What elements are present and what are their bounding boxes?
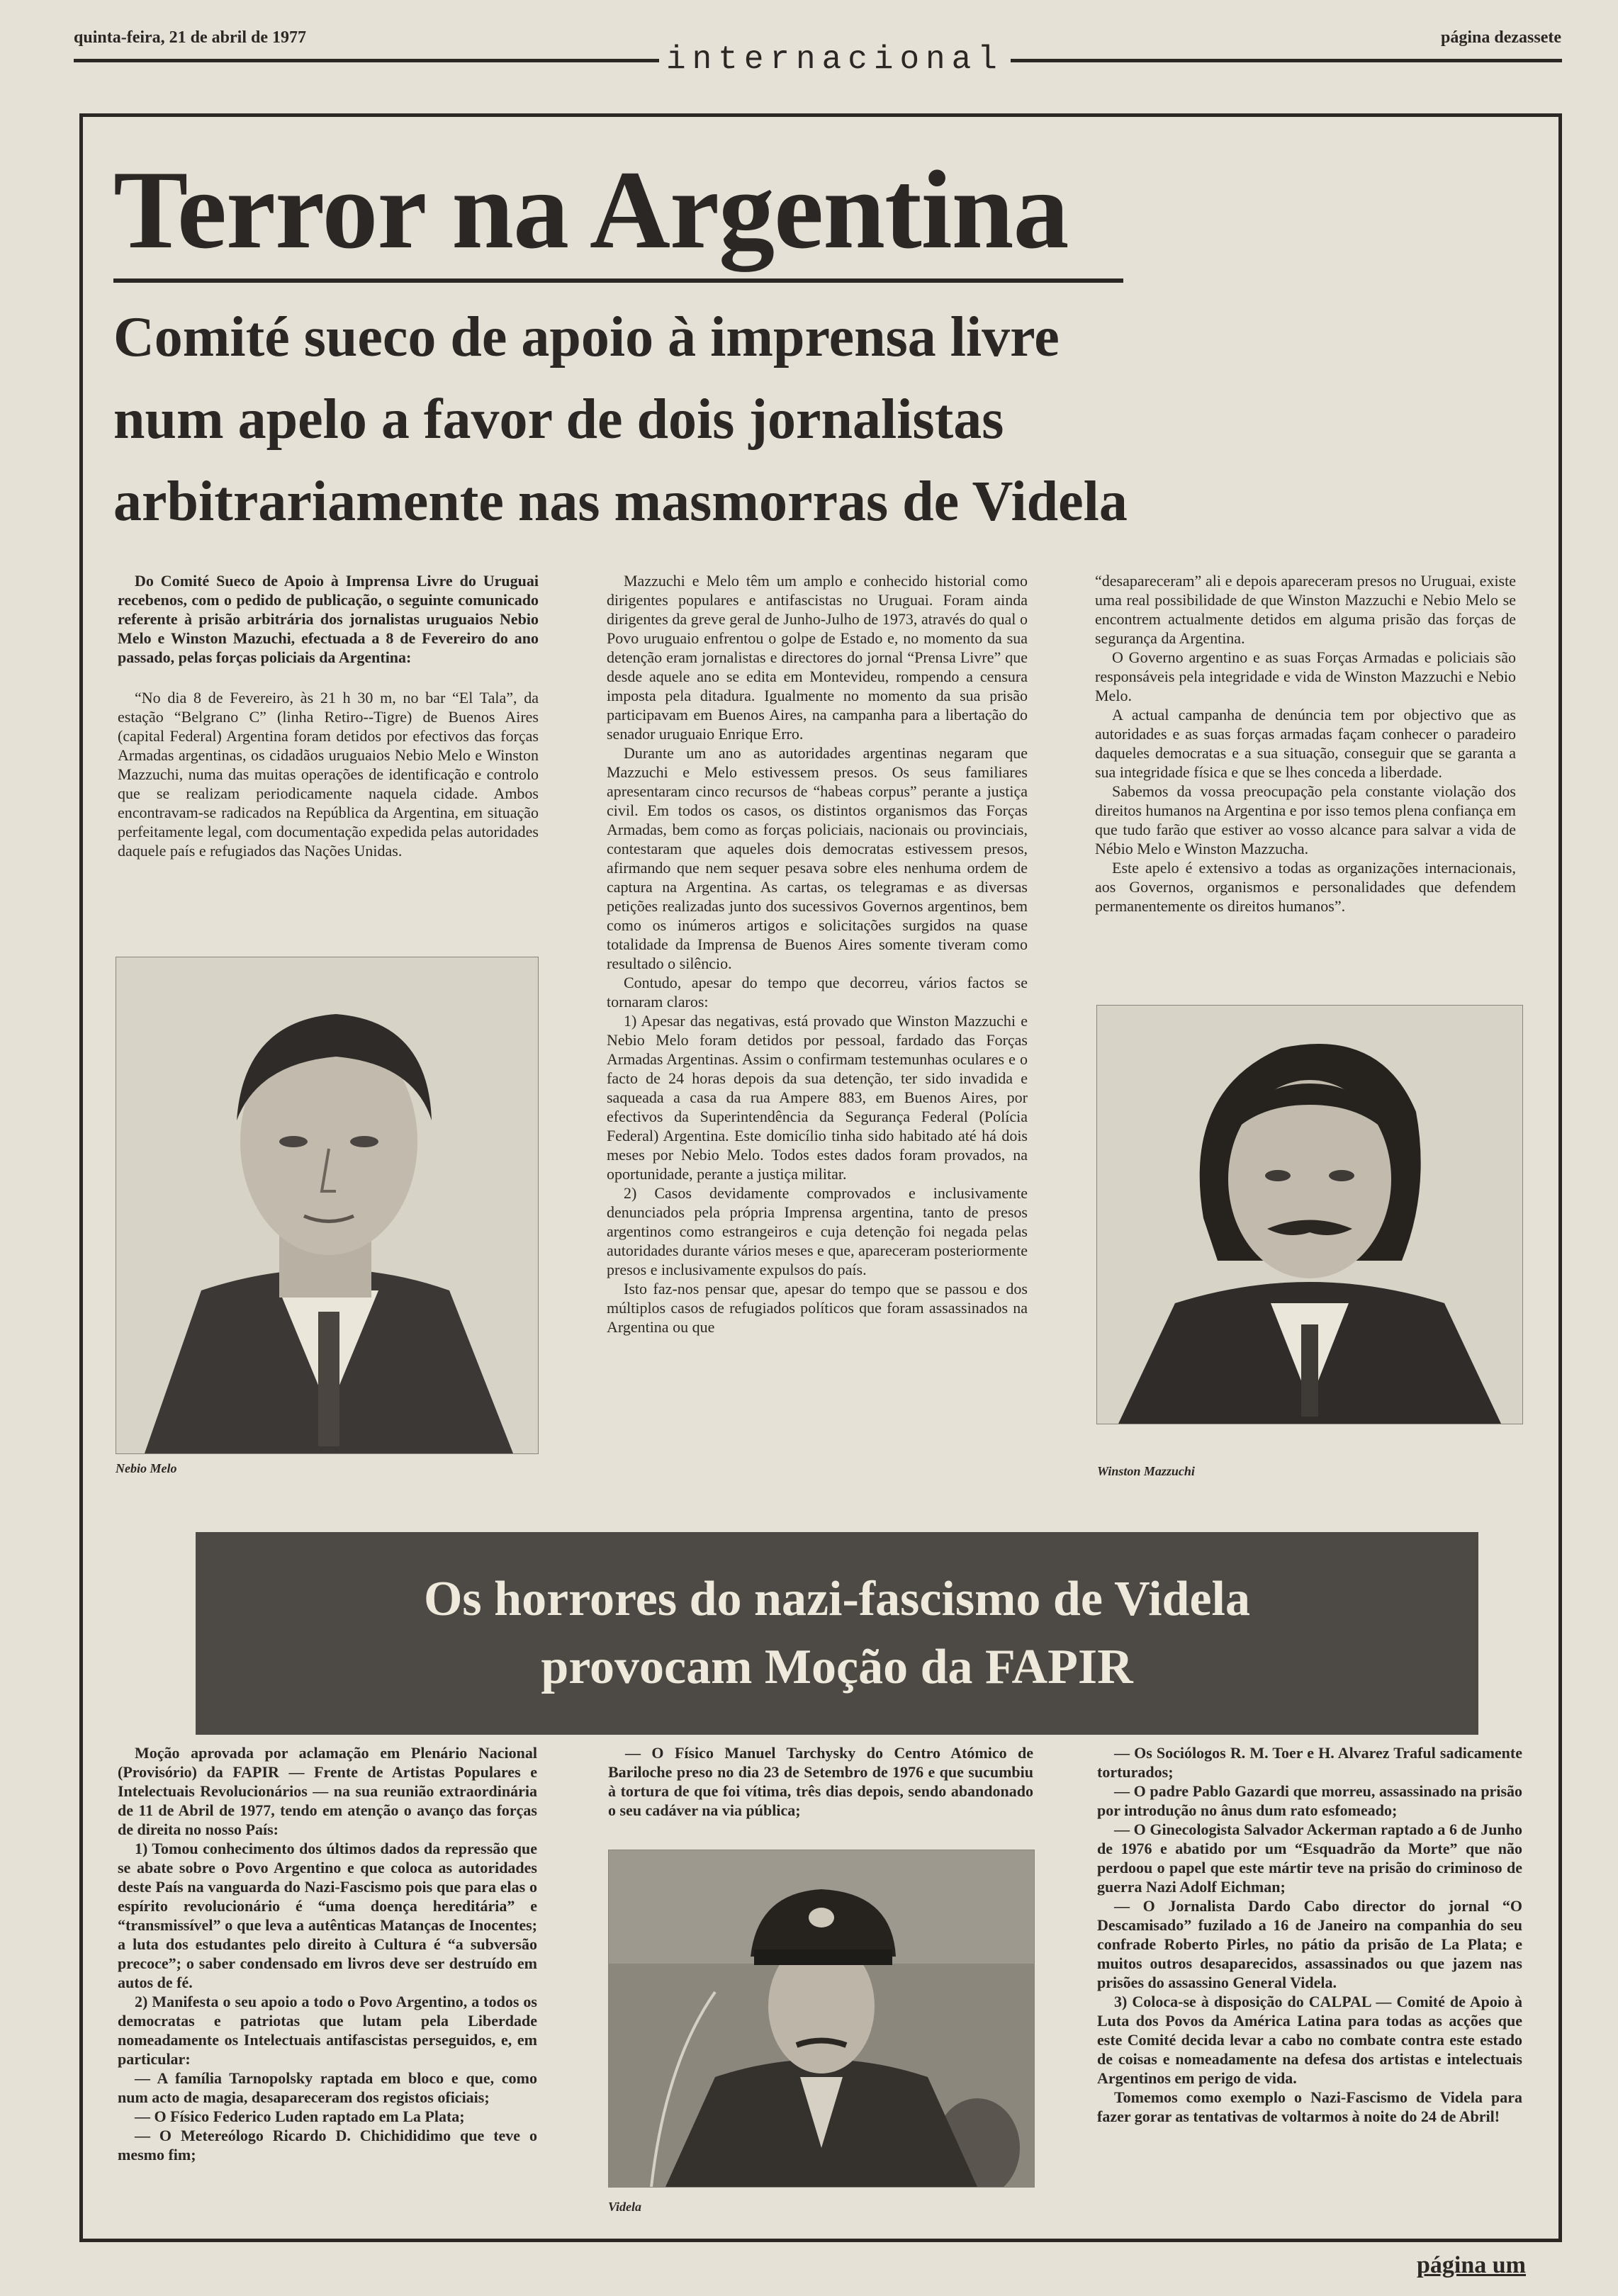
subheadline-line-3: arbitrariamente nas masmorras de Videla [113,471,1128,533]
motion-paragraph: — Os Sociólogos R. M. Toer e H. Alvarez Traful sadicamente torturados; [1097,1744,1522,1781]
article-paragraph: A actual campanha de denúncia tem por objectivo que as autoridades e as suas forças armadas façam conhecer o paradeiro daqueles democratas e a sua situação, conseguir que se garanta a sua integridade física e que se lhes conceda a liberdade. [1095,706,1516,781]
motion-paragraph: 3) Coloca-se à disposição do CALPAL — Comité de Apoio à Luta dos Povos da América Latina para todas as acções que este Comité decida levar a cabo no combate contra este estado de coisas e nomeadamente na defesa dos artistas e intelectuais Argentinos em perigo de vida. [1097,1993,1522,2087]
motion-paragraph: — O Ginecologista Salvador Ackerman raptado a 6 de Junho de 1976 e abatido por um “Esquadrão da Morte” que não perdoou o papel que este mártir teve na prisão do criminoso de guerra Nazi Adolf Eichman; [1097,1821,1522,1896]
issue-date: quinta-feira, 21 de abril de 1977 [74,28,306,47]
article-paragraph: Durante um ano as autoridades argentinas negaram que Mazzuchi e Melo estivessem presos. Os seus familiares apresentaram cinco recursos de “habeas corpus” perante a justiça civil. Em todos os casos, os distintos organismos das Forças Armadas, bem como as forças policiais, nacionais ou provinciais, contestaram que aqueles dois democratas estivessem presos, afirmando que nem sequer pesava sobre eles nenhuma ordem de captura na Argentina. As cartas, os telegramas e as diversas petições realizadas junto dos sucessivos Governos argentinos, bem como os inúmeros artigos e solicitações surgidos na quase totalidade da Imprensa de Buenos Aires somente tiveram como resultado o silêncio. [607,744,1028,972]
motion-paragraph: — A família Tarnopolsky raptada em bloco e que, como num acto de magia, desapareceram dos registos oficiais; [118,2069,537,2106]
photo-winston-mazzuchi [1096,1005,1523,1424]
headline: Terror na Argentina [113,148,1069,272]
banner-line-2: provocam Moção da FAPIR [541,1640,1133,1694]
article-paragraph: Isto faz-nos pensar que, apesar do tempo que se passou e dos múltiplos casos de refugiados políticos que foram assassinados na Argentina ou que [607,1280,1028,1336]
photo-nebio-melo [116,957,539,1454]
article-paragraph: “No dia 8 de Fevereiro, às 21 h 30 m, no bar “El Tala”, da estação “Belgrano C” (linha Retiro--Tigre) de Buenos Aires (capital Federal) Argentina foram detidos por efectivos das forças Armadas argentinas, os cidadãos uruguaios Nebio Melo e Winston Mazzuchi, numa das muitas operações de identificação e controlo que se realizam periodicamente naquela cidade. Ambos encontravam-se radicados na República da Argentina, em situação perfeitamente legal, com documentação expedida pelas autoridades daquele país e refugiados das Nações Unidas. [118,689,539,860]
motion-paragraph: — O Físico Federico Luden raptado em La Plata; [135,2108,465,2125]
article-column-1 [118,571,539,860]
motion-paragraph: — O padre Pablo Gazardi que morreu, assassinado na prisão por introdução no ânus dum rato esfomeado; [1097,1782,1522,1819]
subheadline-line-1: Comité sueco de apoio à imprensa livre [113,306,1060,368]
article-paragraph: 2) Casos devidamente comprovados e inclusivamente denunciados pela própria Imprensa argentina, tanto de presos argentinos como estrangeiros e cuja detenção foi negada pelas autoridades durante vários meses e que, apareceram posteriormente presos e inclusivamente expulsos do país. [607,1184,1028,1278]
article-paragraph: Sabemos da vossa preocupação pela constante violação dos direitos humanos na Argentina e por isso temos plena confiança em que tudo farão que estiver ao vosso alcance para salvar a vida de Nébio Melo e Winston Mazzucha. [1095,782,1516,857]
article-column-3 [1095,571,1516,916]
motion-paragraph: 1) Tomou conhecimento dos últimos dados da repressão que se abate sobre o Povo Argentino e que coloca as autoridades deste País na vanguarda do Nazi-Fascismo pois que para elas o espírito revolucionário é “uma doença hereditária” e “transmissível” o que leva a autênticas Matanças de Inocentes; a luta dos estudantes pelo direito à Cultura é “a subversão precoce”; o saber condensado em livros deve ser destruído em autos de fé. [118,1840,537,1991]
article-paragraph: 1) Apesar das negativas, está provado que Winston Mazzuchi e Nebio Melo foram detidos por pessoal, fardado das Forças Armadas Argentinas. Assim o confirmam testemunhas oculares e o facto de 24 horas depois da sua detenção, ter sido invadida e saqueada a casa da rua Ampere 883, em Buenos Aires, por efectivos da Superintendência da Segurança Federal (Polícia Federal) Argentina. Este domicílio tinha sido habitado até há dois meses por Nebio Melo. Todos estes dados foram provados, na oportunidade, perante a justiça militar. [607,1012,1028,1183]
article-paragraph: Mazzuchi e Melo têm um amplo e conhecido historial como dirigentes populares e antifascistas no Uruguai. Foram ainda dirigentes da greve geral de Junho-Julho de 1973, através do qual o Povo uruguaio enfrentou o golpe de Estado e, no momento da sua detenção eram jornalistas e directores do jornal “Prensa Livre” que desde aquele ano se edita em Montevideu, rompendo a censura imposta pela ditadura. Igualmente no momento da sua prisão participavam em Buenos Aires, na campanha para a libertação do senador uruguaio Enrique Erro. [607,572,1028,743]
motion-column-1 [118,1743,537,2164]
motion-column-2 [608,1743,1033,1820]
motion-paragraph: Tomemos como exemplo o Nazi-Fascismo de Videla para fazer gorar as tentativas de voltarmos à noite do 24 de Abril! [1097,2088,1522,2125]
article-paragraph: Este apelo é extensivo a todas as organizações internacionais, aos Governos, organismos e personalidades que defendem permanentemente os direitos humanos”. [1095,859,1516,915]
headline-underline [113,278,1123,283]
motion-paragraph: — O Físico Manuel Tarchysky do Centro Atómico de Bariloche preso no dia 23 de Setembro de 1976 e que sucumbiu à tortura de que foi vítima, três dias depois, sendo abandonado o seu cadáver na via pública; [608,1744,1033,1819]
article-paragraph: Contudo, apesar do tempo que decorreu, vários factos se tornaram claros: [607,974,1028,1011]
motion-paragraph: — O Jornalista Dardo Cabo director do jornal “O Descamisado” fuzilado a 16 de Janeiro na companhia do seu confrade Roberto Pirles, no pátio da prisão de La Plata; e muitos outros desaparecidos, assassinados ou que jazem nas prisões do assassino General Videla. [1097,1897,1522,1991]
motion-column-3 [1097,1743,1522,2126]
caption-videla: Videla [608,2200,642,2214]
article-paragraph: “desapareceram” ali e depois apareceram presos no Uruguai, existe uma real possibilidade de que Winston Mazzuchi e Nebio Melo se encontrem actualmente detidos em alguma prisão das forças de segurança da Argentina. [1095,572,1516,647]
article-intro: Do Comité Sueco de Apoio à Imprensa Livre do Uruguai recebenos, com o pedido de publicação, o seguinte comunicado referente à prisão arbitrária dos jornalistas uruguaios Nebio Melo e Winston Mazuchi, efectuada a 8 de Fevereiro do ano passado, pelas forças policiais da Argentina: [118,572,539,666]
motion-paragraph: 2) Manifesta o seu apoio a todo o Povo Argentino, a todos os democratas e patriotas que lutam pela Liberdade nomeadamente os Intelectuais antifascistas perseguidos, e, em particular: [118,1993,537,2068]
article-column-2 [607,571,1028,1336]
page-number: página dezassete [1441,28,1561,47]
motion-paragraph: — O Metereólogo Ricardo D. Chichididimo que teve o mesmo fim; [118,2127,537,2163]
section-title: internacional [659,41,1011,78]
banner-line-1: Os horrores do nazi-fascismo de Videla [423,1572,1250,1626]
footer-page-ref: página um [1417,2252,1526,2278]
article-paragraph: O Governo argentino e as suas Forças Armadas e policiais são responsáveis pela integridade e vida de Winston Mazzuchi e Nebio Melo. [1095,648,1516,704]
motion-banner [196,1532,1478,1735]
caption-winston-mazzuchi: Winston Mazzuchi [1097,1464,1195,1478]
photo-videla [608,1850,1035,2188]
motion-paragraph: Moção aprovada por aclamação em Plenário Nacional (Provisório) da FAPIR — Frente de Artistas Populares e Intelectuais Revolucionários — na sua reunião extraordinária de 11 de Abril de 1977, tendo em atenção o avanço das forças de direita no nosso País: [118,1744,537,1838]
caption-nebio-melo: Nebio Melo [116,1461,177,1475]
subheadline-line-2: num apelo a favor de dois jornalistas [113,388,1004,451]
